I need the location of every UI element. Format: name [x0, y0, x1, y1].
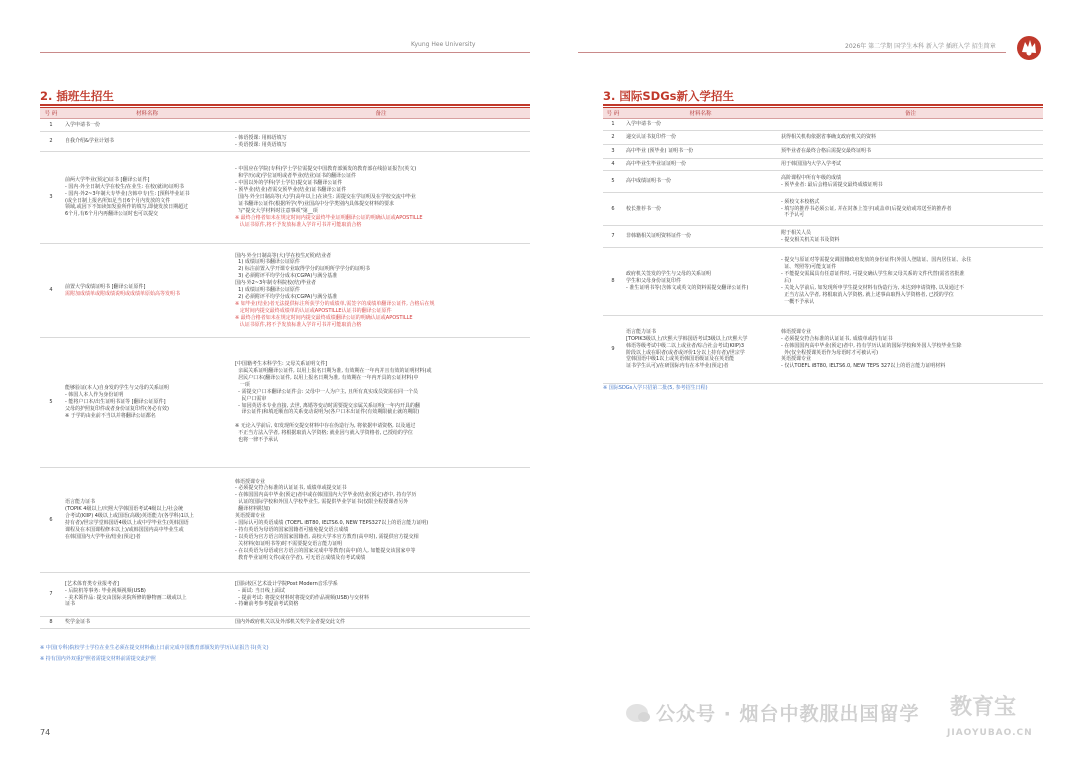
material-cell: [623, 316, 778, 384]
material-cell: [623, 119, 778, 131]
material-line: 自我介绍&学业计划书: [65, 138, 114, 145]
table-row: [40, 468, 530, 573]
column-header-number: 号 码: [603, 108, 623, 119]
note-line: - 提前考试: 将提交材料时将提交的作品视频(USB)与交材料: [235, 594, 370, 601]
note-line: 不正当方法入学者, 将根据取消入学资格; 就业因与就入学资格者, 已授给的学位: [235, 430, 413, 437]
note-line: ※ 最终合格者如未在规定时间内提交最终毕业证明翻译公证的明确认证或APOSTILLE: [235, 214, 423, 221]
note-line: 后): [781, 278, 792, 285]
footnote-1: ※ 中国(专科)院校学士学位在业生必须在提交材料截止日前完成中国教育部颁发的学历认证报告书(英文): [40, 645, 269, 651]
material-cell: [623, 248, 778, 316]
note-line: - 中国应在学院(专科)学士学位需提交中国教育部颁发的教育部在线验证报告(英文): [235, 166, 417, 173]
note-line: 一概不予承认: [781, 298, 815, 305]
note-line: 韩语授课专业: [781, 328, 812, 335]
note-line: - 仅认TOEFL iBT80, IELTS6.0, NEW TEPS 327以上的语言能力证明材料: [781, 363, 946, 370]
row-number: 6: [40, 468, 62, 573]
note-line: - 关处入学前后, 如发现所申学生提交材料有伪造行为, 未达到申请资格, 以及通过不: [781, 284, 964, 291]
note-cell: [232, 152, 530, 244]
note-line: 附于相关人员: [781, 229, 812, 236]
note-line: 亲属关系证明翻译公证件, 以用上报名日期为准, 有效期在一年内并且有效的证明材料)或: [235, 367, 432, 374]
note-line: - 必须提交符合标准的认证证书, 成绩单或提交证书: [235, 485, 347, 492]
note-line: 关材料(如证明书等)时不需要提交语言能力证明: [235, 540, 343, 547]
note-line: 国内·外全日制高等(大)学(高年以上)在读生: 需提交在学证明及在学校交流中毕业: [235, 194, 416, 201]
material-cell: [623, 171, 778, 193]
note-line: 国内·外全日制高等(大)学在校生/(预)结业者: [235, 252, 332, 259]
note-cell: [778, 193, 1043, 226]
table-header-row: [40, 108, 530, 119]
material-line: [艺术体育类专业报考者]: [65, 580, 119, 587]
material-line: 奖学金证书: [65, 619, 91, 626]
sdgs-documents-table: [603, 107, 1043, 384]
material-cell: [623, 226, 778, 248]
note-line: 写"提交大学材料时注意事项"第__项: [235, 207, 318, 214]
note-line: 2) 标注前置入学开课专业取得学分的证明所学学分的证明书: [235, 266, 370, 273]
material-cell: [62, 573, 232, 617]
material-line: 语言能力证书: [65, 499, 96, 506]
note-line: 3) 必须附评平均学分成本(CGPA)与满分基准: [235, 273, 338, 280]
note-cell: [778, 171, 1043, 193]
note-line: 英语授课专业: [235, 513, 266, 520]
material-line: 韩语等级考试中级二以上或业者/综合社会考试(KIIP)3: [626, 342, 745, 349]
note-line: 认证书原件,将不予发放标准入学许可书并可能取消合格: [235, 321, 362, 328]
material-line: 6个月,有6个月内再翻译公证时也可以提交: [65, 211, 158, 218]
material-line: 政府机关签发的学生与父母的关系证明: [626, 271, 712, 278]
material-line: (或全日制上报名所知足当日6个月内发放的文件: [65, 197, 171, 204]
table-row: [603, 248, 1043, 316]
row-number: 3: [40, 152, 62, 244]
note-cell: [778, 159, 1043, 171]
note-line: - 英语授课: 用英语填写: [235, 141, 287, 148]
material-cell: [62, 152, 232, 244]
table-row: [40, 152, 530, 244]
note-cell: [232, 132, 530, 152]
note-cell: [232, 468, 530, 573]
row-number: 5: [40, 338, 62, 468]
note-line: 用于韩国国内大学入学考试: [781, 161, 842, 168]
material-cell: [623, 193, 778, 226]
table-row: [603, 119, 1043, 131]
material-line: - 准生证明书等(含韩文或英文的资料需提交翻译公证件): [626, 284, 749, 291]
material-line: 课程及在本国课程修本以上)/或韩国国内高中毕业生或: [65, 526, 184, 533]
wechat-watermark: [626, 699, 919, 726]
note-line: - 以英语为官方语言的国家国籍者, 高校大学本官方教育(高中时), 需提供官方提交相: [235, 533, 419, 540]
note-line: - 面试: 当日线上面试: [235, 587, 285, 594]
note-line: - 韩语授课: 用韩语填写: [235, 134, 287, 141]
material-line: 语言能力证书: [626, 328, 657, 335]
material-line: [TOPIK3级以上/庆熙大学韩国语考试3级以上/庆熙大学: [626, 335, 748, 342]
row-number: 9: [603, 316, 623, 384]
sdgs-footnote: ※ 国际SDGs入学只招第二批(5, 参考招生日程): [603, 385, 708, 391]
note-line: 国内外政府机关以及外部机关奖学金者提交此文件: [235, 619, 346, 626]
column-header-material: 材料名称: [62, 108, 232, 119]
note-line: ※ 无论入学前后, 如发现所交提交材料中存在伪造行为, 将依据申请资格, 以及通过: [235, 423, 416, 430]
section-title-rule: [40, 104, 530, 106]
note-line: 韩语授课专业: [235, 478, 266, 485]
note-line: 译公证件)和填近顺直的关系变动说明为(各户口本出证件(有效期限截止就的期限): [235, 409, 420, 416]
row-number: 4: [40, 244, 62, 338]
note-line: - 在韩国国内高中毕业(预定)者中, 持有学历认证的国际学校和外国人学校毕业生除: [781, 342, 962, 349]
material-line: 高中成绩证明书一份: [626, 178, 672, 185]
note-line: 外(仅全程授课英语作为母语时才可被认可): [781, 349, 879, 356]
note-line: - 在以英语为母语或官方语言的国家完成中等教育(高中)的人, 如能提交该国家中等: [235, 547, 416, 554]
brochure-title: 2026年 第二学期 国学生本科 新入学 插班入学 招生简章: [845, 43, 996, 50]
header-rule-right: [578, 52, 1006, 53]
column-header-number: 号 码: [40, 108, 62, 119]
material-line: 校长推荐书一份: [626, 205, 662, 212]
material-cell: [62, 132, 232, 152]
material-line: 阶段以上或在职者(或者或评价1分以上持有者)/世宗学: [626, 349, 745, 356]
material-line: 入学申请书一份: [65, 121, 101, 128]
note-line: ※ 最终合格者如未在规定时间内提交最终成绩翻译公证的明确认证或APOSTILLE: [235, 314, 413, 321]
note-line: - 如因英语本专业直接, 去世, 离婚等变动时需要提交亲属关系证明(一年内开具的翻: [235, 402, 420, 409]
material-line: ※ 于学的由业前不当以并将翻译公证都名: [65, 412, 156, 419]
note-line: - 不能提交需属具有任意证件时, 可提交确认学生和父母关系的文件代替(需省省批准: [781, 271, 965, 278]
material-line: 入学申请书一份: [626, 121, 662, 128]
material-line: 持有者)/世宗学堂韩国语4级以上或中学毕业生(英韩国语: [65, 520, 189, 526]
page-number: 74: [40, 728, 51, 737]
note-line: - 国际认可的英语成绩 (TOEFL iBT80, IELTS6.0, NEW TEPS327以上的语言能力证明): [235, 520, 429, 526]
note-line: - 填写的推荐书必须公证, 并在封条上签字(或盖章)后提交给或寄送至的推荐者: [781, 205, 952, 212]
row-number: 5: [603, 171, 623, 193]
table-row: [40, 573, 530, 617]
table-row: [603, 131, 1043, 145]
note-line: 认证的国际学校和外国人学校毕业生, 需提供毕业学证书(仅限全程授课者另外: [235, 499, 409, 506]
material-line: 合考试(KIIP) 4级以上或国语(高级)英语能力(各学科)1以上: [65, 513, 194, 520]
section-title-transfer: 2. 插班生招生: [40, 89, 114, 103]
column-header-note: 备注: [778, 108, 1043, 119]
material-cell: [62, 468, 232, 573]
material-line: 堂韩国语中级1以上或英语韩国语级证及在英语能: [626, 356, 735, 363]
note-cell: [778, 226, 1043, 248]
note-cell: [232, 338, 530, 468]
note-line: 教育毕业证明文件(或在学者), 可无语言成绩及有考试成绩: [235, 554, 366, 561]
note-line: 正当方法入学者, 将根取消入学资格, 就上述事由取得入学资格者, 已授的学位: [781, 291, 954, 298]
note-line: - 提交与原证对等需提交调国籍政府发放的身份证件(外国人登陆证、国内居住证、永住: [781, 257, 972, 264]
material-line: 高中毕业 (预毕业) 证明书一份: [626, 148, 694, 155]
note-line: 居民户口本(翻译公证件, 以用上报名日期为准, 有效期在一年内开具的公证材料)中: [235, 374, 419, 381]
note-line: 不予认可: [781, 212, 805, 219]
material-line: 非韩籍相关证明资料证件一份: [626, 233, 692, 240]
footnote-2: ※ 持有国内外双重护照者需提交材料前需提交此护照: [40, 656, 156, 662]
row-number: 1: [40, 119, 62, 132]
table-row: [603, 226, 1043, 248]
wechat-icon: [626, 704, 648, 722]
material-cell: [62, 119, 232, 132]
table-row: [40, 338, 530, 468]
material-line: 前两大学毕业(预定)证书 [翻译公证件]: [65, 176, 150, 183]
table-row: [603, 193, 1043, 226]
note-line: - 中国以外的学科(学士学位)提交证书翻译公证件: [235, 180, 343, 187]
table-row: [40, 617, 530, 629]
note-line: 民户口需审: [235, 395, 267, 402]
note-cell: [232, 119, 530, 132]
material-line: 需附加成绩单或附成绩说明或成绩单原始高等发明书: [65, 290, 181, 297]
material-line: 高中毕业生毕业证证明一份: [626, 161, 687, 168]
table-row: [603, 171, 1043, 193]
watermark-brand: 教育宝: [950, 695, 1017, 720]
note-line: 一项: [235, 381, 250, 388]
row-number: 2: [40, 132, 62, 152]
table-row: [603, 145, 1043, 159]
note-cell: [778, 316, 1043, 384]
transfer-documents-table: [40, 107, 530, 629]
table-row: [40, 132, 530, 152]
material-line: - 国内·外2~3年制大专毕业(含韩中专)生: [预科毕业证书: [65, 190, 190, 197]
note-line: 证、驾照等)可能支证件: [781, 264, 837, 271]
note-cell: [232, 573, 530, 617]
note-line: - 提交相关机关证书及资料: [781, 236, 840, 243]
note-line: 认证书原件,将不予发放标准入学许可书并可能取消合格: [235, 221, 362, 228]
note-line: - 必须提交符合标准的认证证书, 成绩单或持有证书: [781, 335, 893, 342]
note-line: 获得相关机构依据省事确支政府机关的资料: [781, 134, 877, 141]
material-line: - 国内·外全日制大学在校生/在业生: 在校(就读)证明书: [65, 183, 184, 190]
material-line: - 韩国人本人作为身份证明: [65, 392, 124, 399]
note-line: 预毕业者在最终合格后需提交最终证明书: [781, 148, 872, 155]
material-line: 证书: [65, 601, 76, 608]
row-number: 1: [603, 119, 623, 131]
note-line: 1) 成绩证明书翻译公证原件: [235, 259, 300, 266]
section-title-rule: [603, 104, 1043, 106]
material-cell: [62, 338, 232, 468]
university-name: Kyung Hee University: [411, 41, 476, 48]
note-cell: [232, 617, 530, 629]
material-line: 父母的护照复印件或者身份证复印件(务必有效): [65, 405, 169, 412]
row-number: 7: [40, 573, 62, 617]
note-line: [国际校区艺术设计学院Post Modern音乐学系: [235, 580, 338, 587]
material-cell: [62, 617, 232, 629]
row-number: 7: [603, 226, 623, 248]
note-line: - 需提交户口本翻译公证件会: 父母中一人为户主, 且所有真实成员资需在同一个员: [235, 388, 419, 395]
material-cell: [623, 145, 778, 159]
table-row: [603, 159, 1043, 171]
note-cell: [778, 119, 1043, 131]
note-line: 2) 必须附评平均学分成本(CGPA)与满分基准: [235, 293, 338, 300]
note-line: - 持有英语为母语的国家国籍者可豁免提交语言成绩: [235, 526, 349, 533]
row-number: 4: [603, 159, 623, 171]
column-header-note: 备注: [232, 108, 530, 119]
material-line: 能够验证(本人)自身发的学生与父母的关系证明: [65, 385, 169, 392]
note-line: 也将一律不予承认: [235, 437, 279, 444]
material-cell: [623, 131, 778, 145]
note-cell: [232, 244, 530, 338]
table-row: [603, 316, 1043, 384]
note-line: 和学历(或)学位证明或者毕业(结业)证书的翻译公证件: [235, 173, 356, 180]
note-line: 定时间内提交最终成绩单的认证或APOSTILLE认证书的翻译公证原件: [235, 307, 392, 314]
material-line: - 美术领作品: 提交由国际美院所修的静物画二级或以上: [65, 594, 187, 601]
lion-emblem-icon: [1015, 34, 1043, 62]
note-line: 高阶课程中所有年级的成绩: [781, 174, 842, 181]
table-row: [40, 119, 530, 132]
note-line: - 预毕业者: 最后会格后需提交最终成绩证明书: [781, 181, 883, 188]
row-number: 8: [40, 617, 62, 629]
note-line: ※ 如毕业(结业)者无法提供标注所获学分的成绩单,需签字的成绩单翻译公证件, 合格后在规: [235, 300, 435, 307]
note-line: - 预毕业(结业)者需交预毕业(结业)证书翻译公证件: [235, 187, 347, 194]
note-line: - 须校文本校格式: [781, 198, 820, 205]
material-cell: [623, 159, 778, 171]
row-number: 6: [603, 193, 623, 226]
note-line: 1) 成绩证明书翻译公证原件: [235, 287, 300, 294]
row-number: 8: [603, 248, 623, 316]
material-line: 在韩国国内大学毕业/结业(预定)者: [65, 533, 141, 540]
row-number: 3: [603, 145, 623, 159]
watermark-account: 公众号 · 烟台中教服出国留学: [656, 703, 920, 725]
table-row: [40, 244, 530, 338]
watermark-url: JIAOYUBAO.CN: [947, 728, 1033, 738]
column-header-material: 材料名称: [623, 108, 778, 119]
header-rule-left: [40, 52, 530, 53]
note-line: - 持确前考参考提前考试资格: [235, 601, 299, 608]
note-line: 证书翻译公证件(根据所学(毕)业国高中分学类别内具体提交材料的要求: [235, 200, 395, 207]
material-cell: [62, 244, 232, 338]
section-title-sdgs: 3. 国际SDGs新入学招生: [603, 89, 734, 103]
note-line: - 在韩国国内高中毕业(预定)者中或在韩国国内大学毕业(结业(预定)者中, 持有学历: [235, 492, 417, 499]
note-cell: [778, 145, 1043, 159]
note-line: 国内·外2~3年制专科院校(结)毕业者: [235, 280, 317, 287]
material-line: (TOPIK 4级以上/庆熙大学韩国语考试4级以上/社会统: [65, 506, 184, 513]
note-cell: [778, 131, 1043, 145]
material-line: 前置大学成绩证明书 [翻译公证原件]: [65, 283, 146, 290]
material-line: - 后院机等事务: 毕业视频视频(USB): [65, 587, 146, 594]
material-line: 学生和父母身份证复印件: [626, 278, 682, 285]
material-line: 领域,或因下不知读知发验所作的填写,即使发放日期超过: [65, 204, 189, 211]
row-number: 2: [603, 131, 623, 145]
note-cell: [778, 248, 1043, 316]
note-line: [中国籍考生本科学生: 父母关系证明文件]: [235, 361, 328, 368]
material-line: 递交认证书复印件一份: [626, 134, 677, 141]
material-line: - 能将户口本/出生证明书证等 [翻译公证原件]: [65, 399, 166, 406]
table-header-row: [603, 108, 1043, 119]
material-line: 证书学生认可)/在研国际内有在本毕业(预定)者: [626, 363, 729, 370]
note-line: 翻译材料附加): [235, 506, 271, 513]
note-line: 英语授课专业: [781, 356, 812, 363]
